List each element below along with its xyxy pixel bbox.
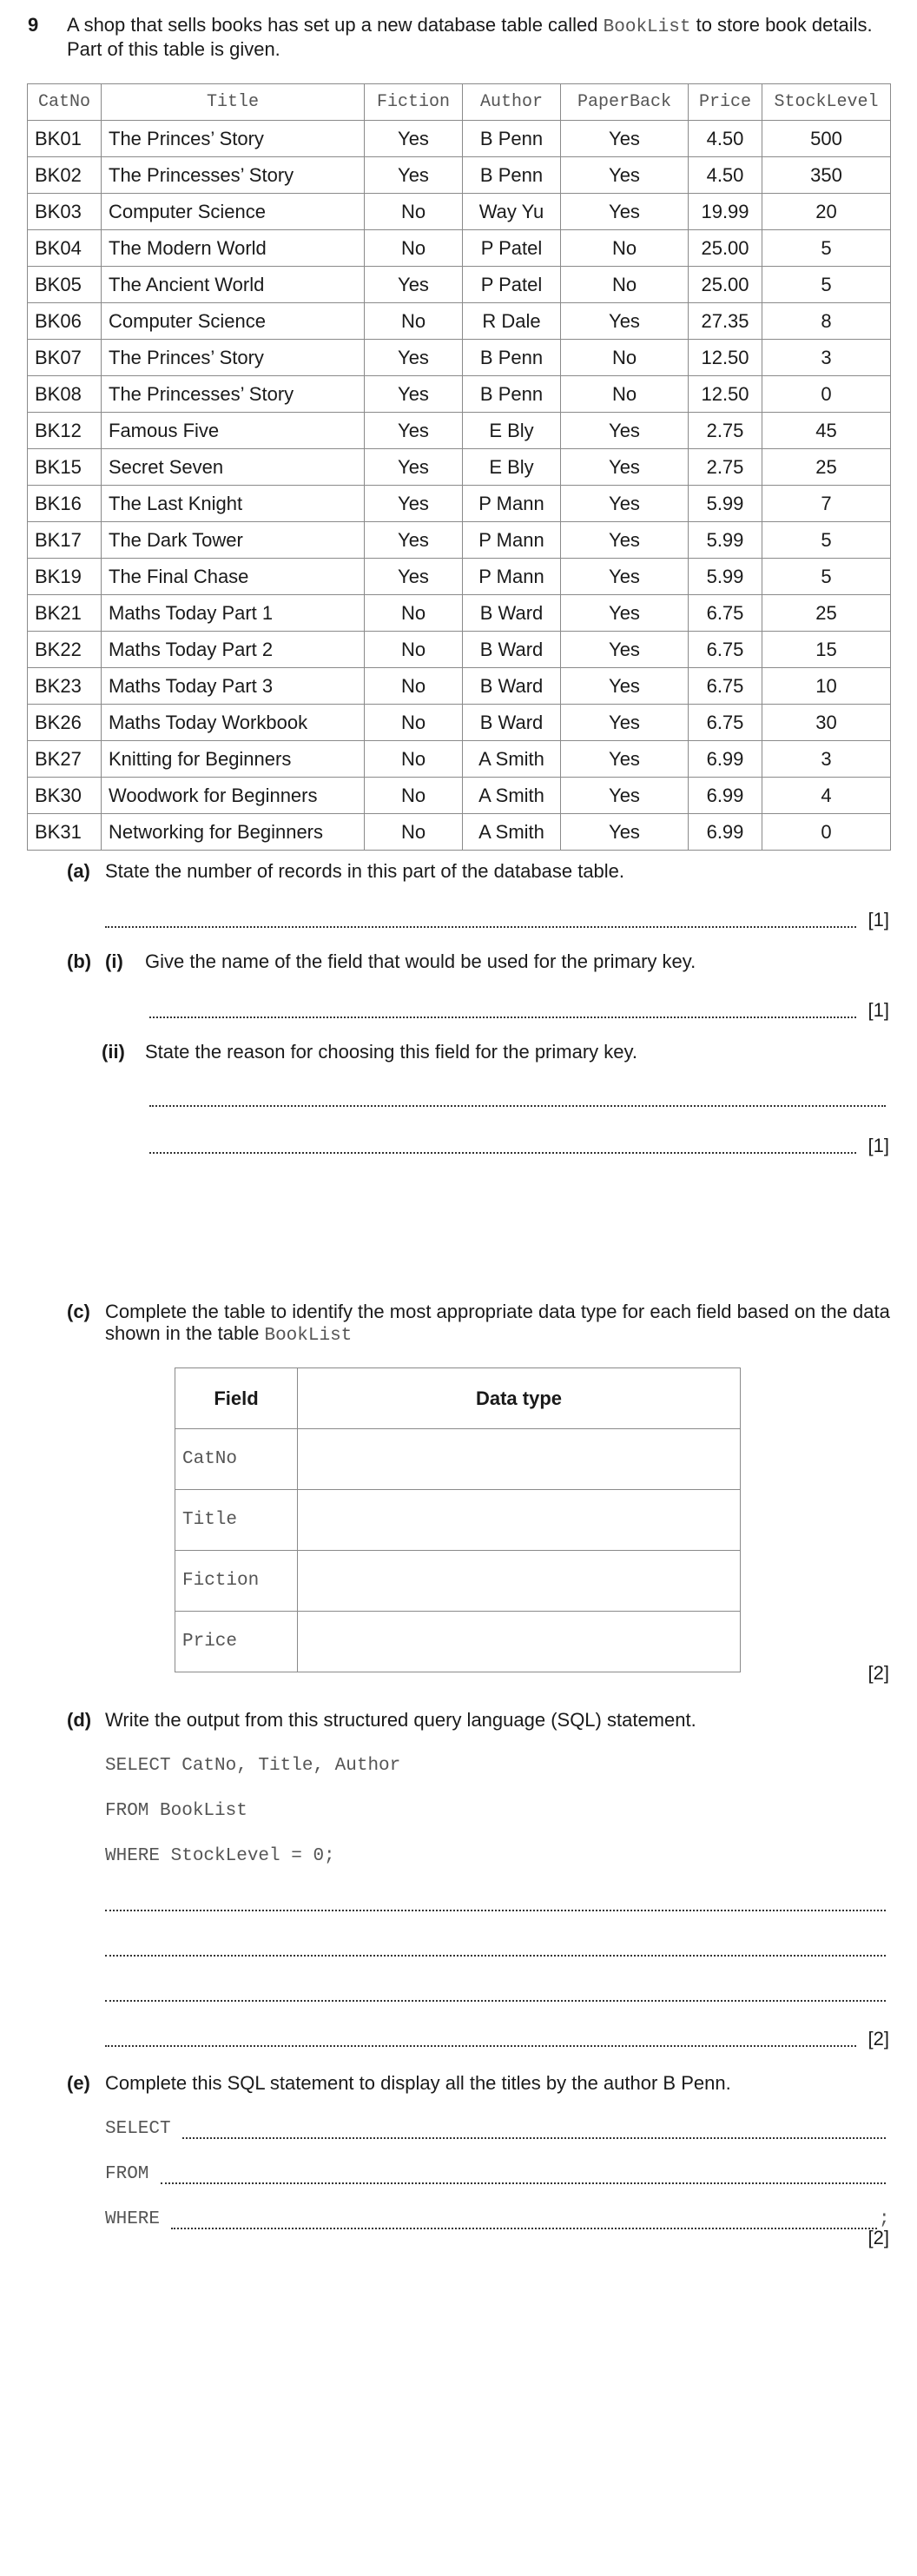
table-row (28, 522, 891, 559)
table-name: BookList (603, 17, 691, 37)
table-cell: B Ward (463, 668, 561, 705)
table-cell: Networking for Beginners (102, 814, 365, 851)
table-cell: 350 (762, 157, 891, 194)
sql-line-select: SELECT CatNo, Title, Author (105, 1756, 401, 1776)
table-cell: P Patel (463, 267, 561, 303)
table-cell: 6.75 (689, 632, 762, 668)
table-header-row (28, 84, 891, 121)
table-cell: Yes (365, 413, 463, 449)
table-cell: 0 (762, 814, 891, 851)
table-cell: 6.75 (689, 705, 762, 741)
table-row (28, 230, 891, 267)
part-e-label: (e) (67, 2072, 90, 2094)
table-cell: B Penn (463, 340, 561, 376)
table-cell: 5 (762, 230, 891, 267)
table-cell: Yes (561, 814, 689, 851)
table-cell: Yes (365, 340, 463, 376)
table-cell: 19.99 (689, 194, 762, 230)
table-cell: Yes (561, 121, 689, 157)
table-cell: BK26 (28, 705, 102, 741)
table-cell: No (365, 705, 463, 741)
table-cell: Yes (561, 632, 689, 668)
table-cell: BK03 (28, 194, 102, 230)
part-d-answer-line-4[interactable] (105, 2045, 856, 2047)
table-cell: No (365, 595, 463, 632)
table-cell: 5 (762, 559, 891, 595)
table-row (28, 376, 891, 413)
table-cell: Maths Today Part 3 (102, 668, 365, 705)
data-type-row (175, 1429, 741, 1490)
data-type-row (175, 1551, 741, 1612)
part-e-mark: [2] (868, 2227, 889, 2248)
table-row (28, 194, 891, 230)
table-cell: 5.99 (689, 559, 762, 595)
table-cell: 2.75 (689, 449, 762, 486)
table-cell: Yes (365, 376, 463, 413)
sql-select-keyword: SELECT (105, 2119, 171, 2139)
table-cell: Maths Today Part 2 (102, 632, 365, 668)
table-cell: 5 (762, 267, 891, 303)
table-row (28, 340, 891, 376)
table-cell: No (561, 376, 689, 413)
table-cell: No (365, 632, 463, 668)
table-cell: A Smith (463, 778, 561, 814)
table-cell: BK01 (28, 121, 102, 157)
table-cell: No (365, 194, 463, 230)
part-e-text: Complete this SQL statement to display all the titles by the author B Penn. (105, 2072, 731, 2094)
table-cell: Secret Seven (102, 449, 365, 486)
data-type-row (175, 1490, 741, 1551)
table-cell: Yes (365, 486, 463, 522)
table-cell: E Bly (463, 413, 561, 449)
table-cell: B Ward (463, 632, 561, 668)
part-e-where-line[interactable] (171, 2228, 877, 2229)
table-cell: Yes (365, 449, 463, 486)
table-cell: P Mann (463, 486, 561, 522)
part-b-i-text: Give the name of the field that would be used for the primary key. (145, 950, 696, 972)
table-cell: 25.00 (689, 267, 762, 303)
data-type-answer-cell[interactable] (298, 1490, 741, 1551)
table-cell: 20 (762, 194, 891, 230)
table-cell: Yes (561, 741, 689, 778)
table-cell: 6.99 (689, 778, 762, 814)
table-cell: Knitting for Beginners (102, 741, 365, 778)
table-cell: 6.99 (689, 741, 762, 778)
table-cell: 2.75 (689, 413, 762, 449)
part-a-label: (a) (67, 860, 90, 882)
table-cell: BK27 (28, 741, 102, 778)
table-row (28, 486, 891, 522)
table-row (28, 632, 891, 668)
column-header: CatNo (28, 84, 102, 121)
column-header: Author (463, 84, 561, 121)
part-b-ii-answer-line-2[interactable] (149, 1152, 856, 1154)
table-cell: B Penn (463, 376, 561, 413)
table-cell: 3 (762, 340, 891, 376)
table-cell: 25.00 (689, 230, 762, 267)
part-a-text: State the number of records in this part of the database table. (105, 860, 625, 882)
part-c-label: (c) (67, 1301, 90, 1322)
part-b-ii-label: (ii) (102, 1041, 125, 1063)
table-cell: 12.50 (689, 376, 762, 413)
table-cell: 4.50 (689, 157, 762, 194)
table-cell: B Penn (463, 157, 561, 194)
table-row (28, 814, 891, 851)
table-cell: The Princesses’ Story (102, 376, 365, 413)
table-row (28, 705, 891, 741)
table-cell: 45 (762, 413, 891, 449)
sql-line-where: WHERE StockLevel = 0; (105, 1846, 335, 1866)
table-cell: 6.99 (689, 814, 762, 851)
data-type-header: Data type (298, 1368, 741, 1429)
table-cell: 7 (762, 486, 891, 522)
table-cell: 5 (762, 522, 891, 559)
part-b-i-answer-line[interactable] (149, 1016, 856, 1018)
table-cell: 4.50 (689, 121, 762, 157)
column-header: Price (689, 84, 762, 121)
table-cell: 0 (762, 376, 891, 413)
table-cell: BK02 (28, 157, 102, 194)
table-cell: P Mann (463, 522, 561, 559)
table-cell: No (365, 668, 463, 705)
field-name: Price (175, 1612, 298, 1672)
part-a-answer-line[interactable] (105, 926, 856, 928)
table-cell: The Final Chase (102, 559, 365, 595)
table-name: BookList (264, 1326, 353, 1346)
question-number: 9 (28, 14, 39, 36)
table-cell: No (365, 741, 463, 778)
table-cell: BK30 (28, 778, 102, 814)
part-c-mark: [2] (868, 1662, 889, 1684)
table-cell: BK15 (28, 449, 102, 486)
table-cell: P Mann (463, 559, 561, 595)
table-cell: P Patel (463, 230, 561, 267)
data-type-answer-cell[interactable] (298, 1429, 741, 1490)
data-type-row (175, 1612, 741, 1672)
table-cell: The Princes’ Story (102, 121, 365, 157)
table-cell: Yes (561, 778, 689, 814)
sql-semicolon: ; (879, 2209, 890, 2229)
table-cell: Yes (561, 486, 689, 522)
field-name: Fiction (175, 1551, 298, 1612)
table-cell: E Bly (463, 449, 561, 486)
field-header: Field (175, 1368, 298, 1429)
part-e-from-line[interactable] (161, 2182, 886, 2184)
table-cell: Yes (561, 559, 689, 595)
table-cell: The Ancient World (102, 267, 365, 303)
table-cell: 8 (762, 303, 891, 340)
table-cell: 3 (762, 741, 891, 778)
table-cell: BK05 (28, 267, 102, 303)
booklist-table (27, 83, 891, 851)
table-cell: The Dark Tower (102, 522, 365, 559)
table-cell: Yes (561, 303, 689, 340)
data-type-answer-cell[interactable] (298, 1551, 741, 1612)
table-cell: No (365, 778, 463, 814)
table-cell: Woodwork for Beginners (102, 778, 365, 814)
table-cell: Computer Science (102, 194, 365, 230)
table-cell: Yes (561, 705, 689, 741)
table-cell: The Modern World (102, 230, 365, 267)
column-header: Fiction (365, 84, 463, 121)
part-b-i-label: (i) (105, 950, 123, 972)
table-cell: Yes (561, 413, 689, 449)
table-cell: No (365, 230, 463, 267)
part-d-answer-line-2[interactable] (105, 1955, 886, 1957)
table-cell: BK19 (28, 559, 102, 595)
table-row (28, 267, 891, 303)
table-cell: Yes (561, 668, 689, 705)
table-cell: 6.75 (689, 668, 762, 705)
table-row (28, 121, 891, 157)
field-name: Title (175, 1490, 298, 1551)
table-cell: The Last Knight (102, 486, 365, 522)
table-row (28, 559, 891, 595)
table-cell: B Ward (463, 595, 561, 632)
table-row (28, 595, 891, 632)
part-b-ii-mark: [1] (868, 1135, 889, 1156)
part-c-text: Complete the table to identify the most appropriate data type for each field based on the data shown in the table BookList (105, 1301, 890, 1346)
part-b-i-mark: [1] (868, 999, 889, 1021)
table-cell: 6.75 (689, 595, 762, 632)
table-cell: 25 (762, 449, 891, 486)
column-header: StockLevel (762, 84, 891, 121)
table-row (28, 741, 891, 778)
table-cell: 25 (762, 595, 891, 632)
table-cell: A Smith (463, 741, 561, 778)
field-name: CatNo (175, 1429, 298, 1490)
part-d-label: (d) (67, 1709, 92, 1731)
table-cell: Yes (365, 559, 463, 595)
table-cell: BK23 (28, 668, 102, 705)
data-type-answer-cell[interactable] (298, 1612, 741, 1672)
table-cell: R Dale (463, 303, 561, 340)
sql-where-keyword: WHERE (105, 2209, 161, 2229)
table-cell: No (561, 340, 689, 376)
table-cell: Computer Science (102, 303, 365, 340)
part-d-answer-line-1[interactable] (105, 1910, 886, 1911)
table-cell: No (365, 303, 463, 340)
data-type-table (175, 1367, 741, 1672)
table-cell: Yes (365, 267, 463, 303)
table-cell: The Princesses’ Story (102, 157, 365, 194)
table-row (28, 778, 891, 814)
table-cell: Yes (561, 522, 689, 559)
table-cell: Maths Today Workbook (102, 705, 365, 741)
table-cell: BK08 (28, 376, 102, 413)
sql-line-from: FROM BookList (105, 1801, 247, 1821)
table-cell: No (561, 230, 689, 267)
table-row (28, 668, 891, 705)
table-cell: Yes (365, 522, 463, 559)
table-cell: BK31 (28, 814, 102, 851)
part-e-select-line[interactable] (182, 2137, 886, 2139)
table-cell: Yes (365, 157, 463, 194)
table-cell: BK21 (28, 595, 102, 632)
part-b-label: (b) (67, 950, 92, 972)
table-cell: Maths Today Part 1 (102, 595, 365, 632)
column-header: Title (102, 84, 365, 121)
table-cell: Famous Five (102, 413, 365, 449)
table-cell: BK16 (28, 486, 102, 522)
table-cell: BK07 (28, 340, 102, 376)
table-cell: 30 (762, 705, 891, 741)
table-cell: 5.99 (689, 486, 762, 522)
part-a-mark: [1] (868, 909, 889, 930)
table-cell: BK17 (28, 522, 102, 559)
table-cell: 15 (762, 632, 891, 668)
table-cell: BK06 (28, 303, 102, 340)
table-cell: No (365, 814, 463, 851)
part-d-text: Write the output from this structured query language (SQL) statement. (105, 1709, 696, 1731)
table-cell: 4 (762, 778, 891, 814)
table-cell: No (561, 267, 689, 303)
table-row (28, 413, 891, 449)
table-cell: A Smith (463, 814, 561, 851)
table-cell: B Ward (463, 705, 561, 741)
table-cell: The Princes’ Story (102, 340, 365, 376)
table-cell: Way Yu (463, 194, 561, 230)
table-cell: Yes (561, 194, 689, 230)
part-b-ii-answer-line-1[interactable] (149, 1105, 886, 1107)
table-cell: 5.99 (689, 522, 762, 559)
table-cell: 500 (762, 121, 891, 157)
table-cell: Yes (561, 595, 689, 632)
table-cell: 10 (762, 668, 891, 705)
table-cell: BK04 (28, 230, 102, 267)
sql-from-keyword: FROM (105, 2164, 149, 2184)
part-d-answer-line-3[interactable] (105, 2000, 886, 2002)
table-cell: BK22 (28, 632, 102, 668)
question-intro: A shop that sells books has set up a new database table called BookList to store book details. Part of this table is given. (67, 14, 873, 60)
table-row (28, 157, 891, 194)
table-cell: 12.50 (689, 340, 762, 376)
part-b-ii-text: State the reason for choosing this field for the primary key. (145, 1041, 637, 1063)
table-row (28, 303, 891, 340)
table-cell: B Penn (463, 121, 561, 157)
table-row (28, 449, 891, 486)
table-cell: Yes (561, 449, 689, 486)
column-header: PaperBack (561, 84, 689, 121)
table-cell: Yes (365, 121, 463, 157)
table-cell: BK12 (28, 413, 102, 449)
table-cell: Yes (561, 157, 689, 194)
table-cell: 27.35 (689, 303, 762, 340)
part-d-mark: [2] (868, 2028, 889, 2050)
